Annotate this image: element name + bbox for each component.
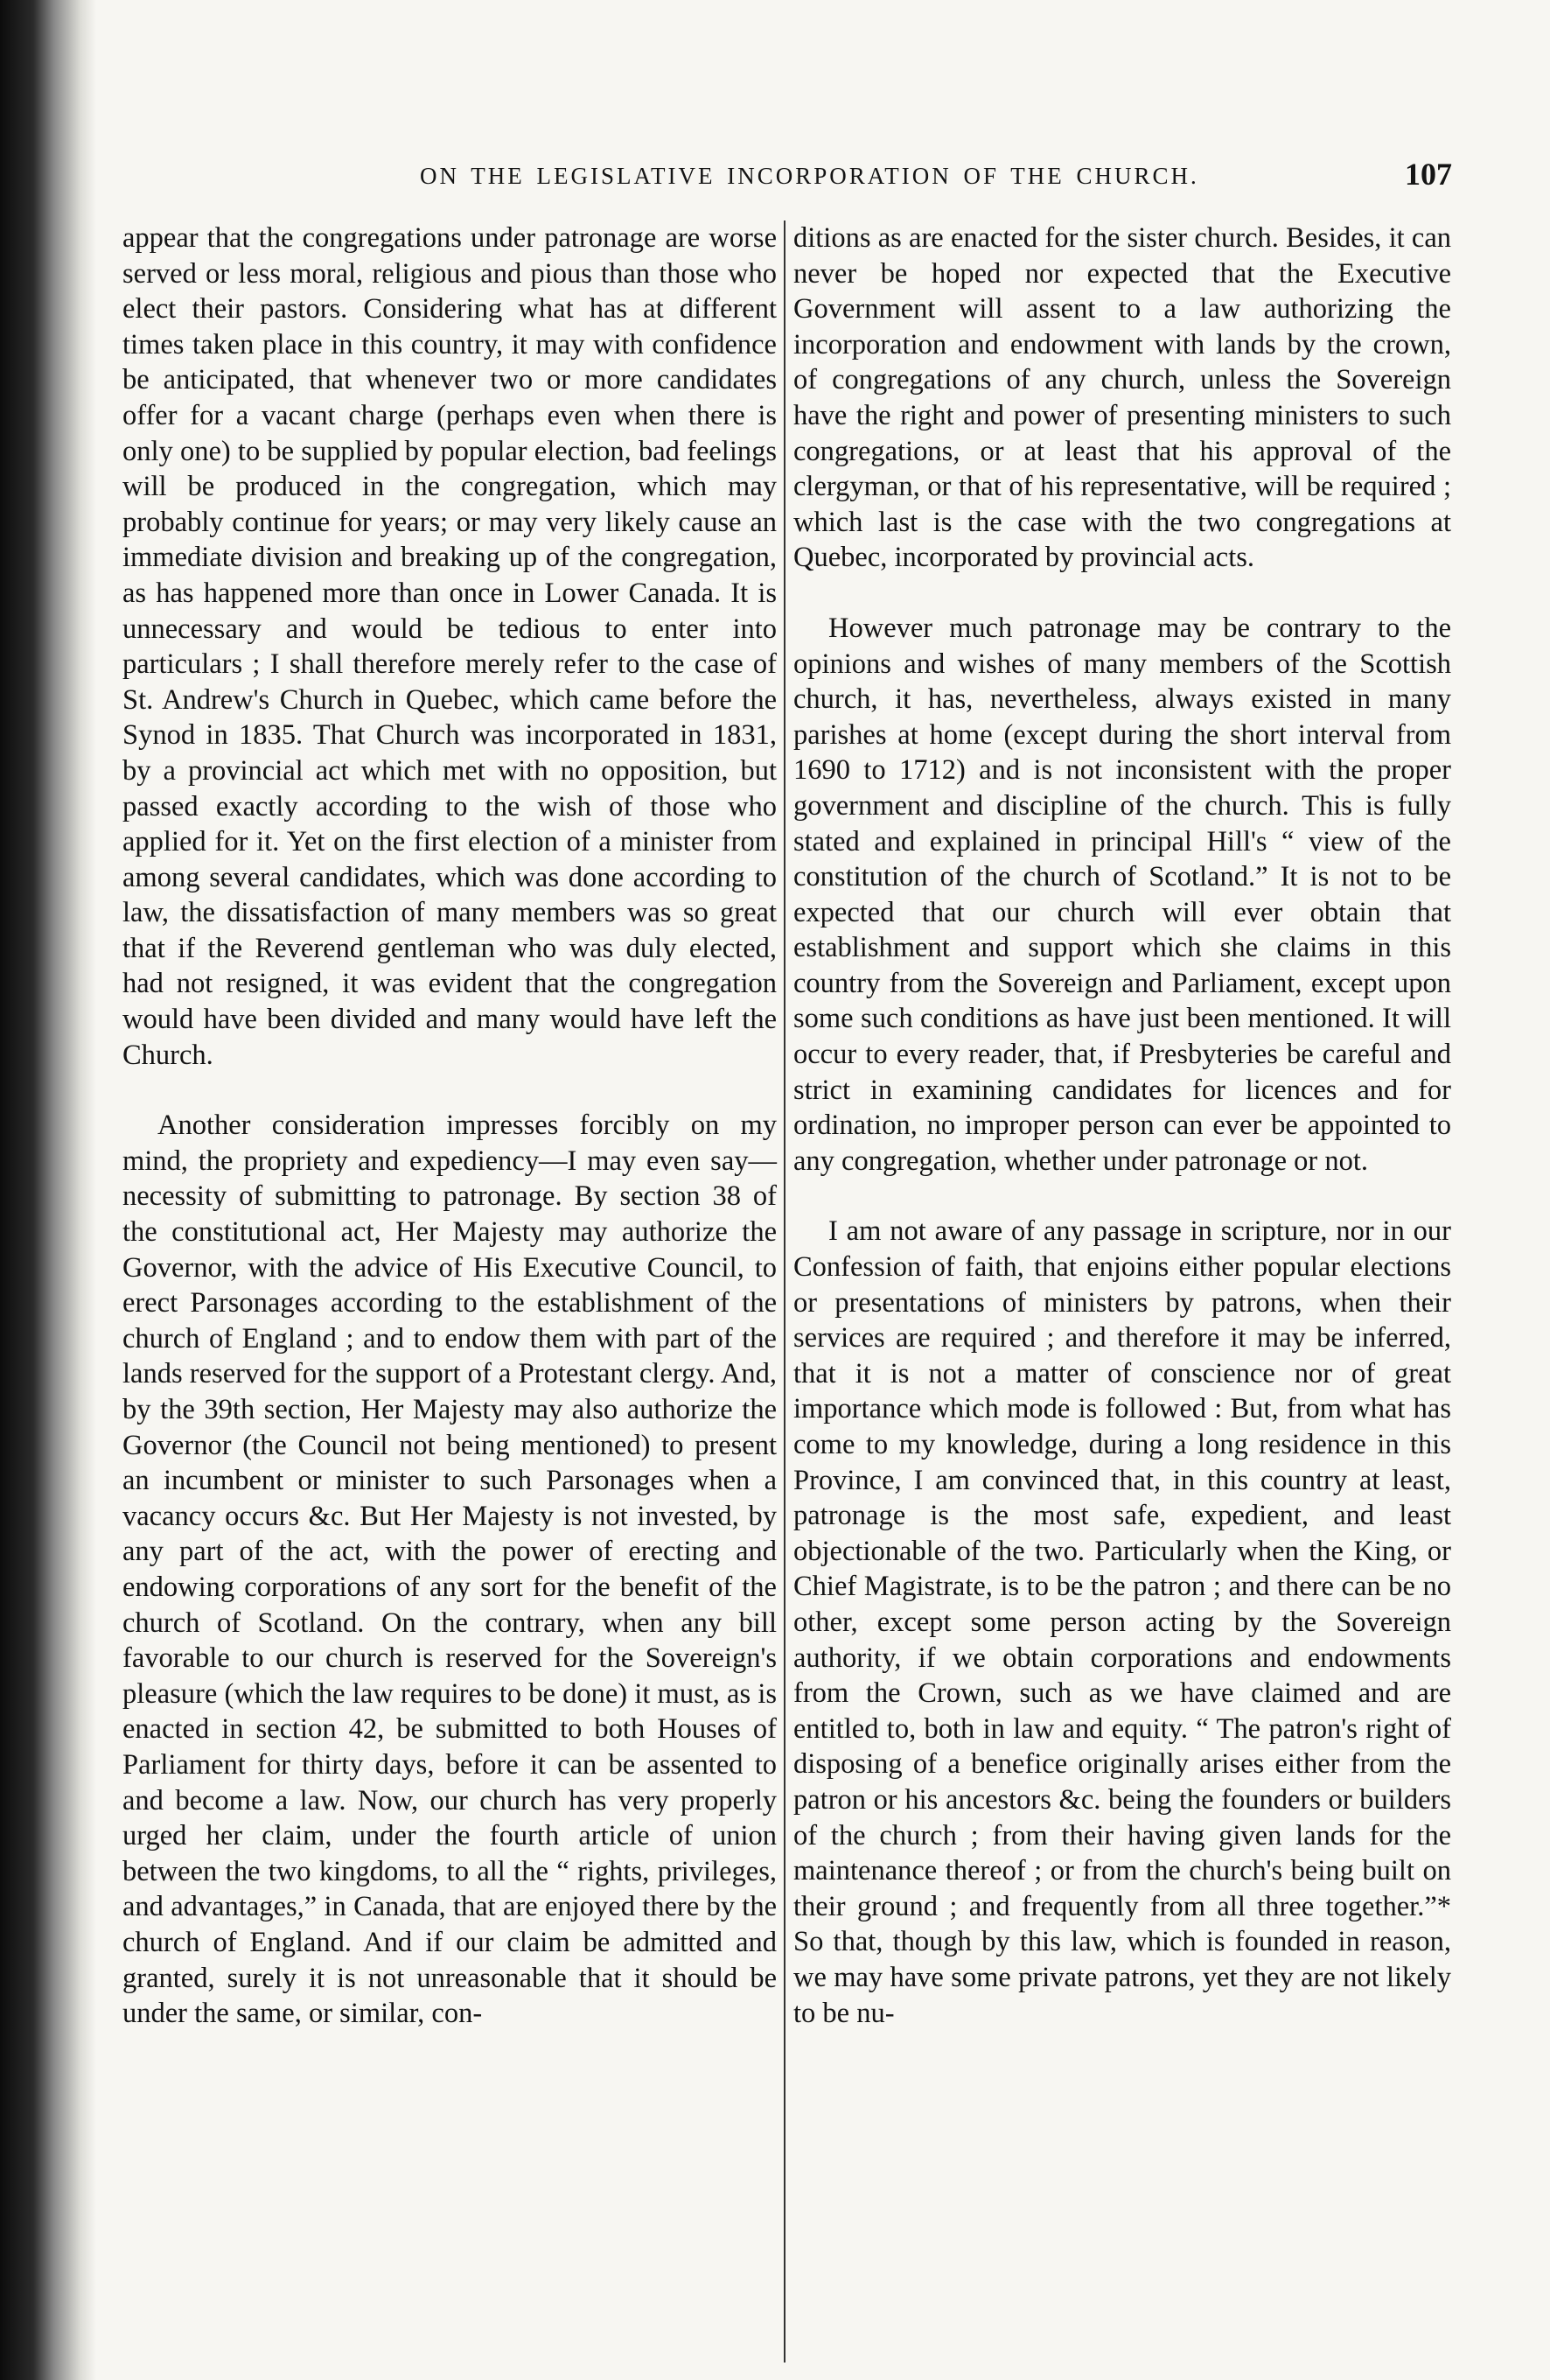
paragraph: However much patronage may be contrary to the opinions and wishes of many members of the Scottish church, it has, nevertheless, always existed in many parishes at home (except during the short interval from 1690 to 1712) and is not inconsistent with the proper government and discipline of the church. This is fully stated and explained in principal Hill's “ view of the constitution of the church of Scotland.” It is not to be expected that our church will ever obtain that establishment and support which she claims in this country from the Sovereign and Parliament, except upon some such conditions as have just been mentioned. It will occur to every reader, that, if Presbyteries be careful and strict in examining candidates for licences and for ordination, no improper person can ever be appointed to any congregation, whether under patronage or not. xyxy=(793,612,1451,1177)
running-title: ON THE LEGISLATIVE INCORPORATION OF THE CHURCH. xyxy=(420,163,1199,189)
left-column xyxy=(122,220,777,2032)
right-column xyxy=(793,220,1451,2031)
book-binding-edge xyxy=(0,0,96,2380)
page-number: 107 xyxy=(1405,157,1452,192)
column-divider xyxy=(784,220,785,2362)
paragraph: ditions as are enacted for the sister church. Besides, it can never be hoped nor expected that the Executive Government will assent to a law authorizing the incorporation and endowment with lands by the crown, of congregations of any church, unless the Sovereign have the right and power of presenting ministers to such congregations, or at least that his approval of the clergyman, or that of his representative, will be required ; which last is the case with the two congregations at Quebec, incorporated by provincial acts. xyxy=(793,222,1451,574)
page-header xyxy=(420,156,1452,200)
paragraph: Another consideration impresses forcibly on my mind, the propriety and expediency—I may even say—necessity of submitting to patronage. By section 38 of the constitutional act, Her Majesty may authorize the Governor, with the advice of His Executive Council, to erect Parsonages according to the establishment of the church of England ; and to endow them with part of the lands reserved for the support of a Protestant clergy. And, by the 39th section, Her Majesty may also authorize the Governor (the Council not being mentioned) to present an incumbent or minister to such Parsonages when a vacancy occurs &c. But Her Majesty is not invested, by any part of the act, with the power of erecting and endowing corporations of any sort for the benefit of the church of Scotland. On the contrary, when any bill favorable to our church is reserved for the Sovereign's pleasure (which the law requires to be done) it must, as is enacted in section 42, be submitted to both Houses of Parliament for thirty days, before it can be assented to and become a law. Now, our church has very properly urged her claim, under the fourth article of union between the two kingdoms, to all the “ rights, privileges, and advantages,” in Canada, that are enjoyed there by the church of England. And if our claim be admitted and granted, surely it is not unreasonable that it should be under the same, or similar, con- xyxy=(122,1110,777,2030)
paragraph: appear that the congregations under patronage are worse served or less moral, religious and pious than those who elect their pastors. Considering what has at different times taken place in this country, it may with confidence be anticipated, that whenever two or more candidates offer for a vacant charge (perhaps even when there is only one) to be supplied by popular election, bad feelings will be produced in the congregation, which may probably continue for years; or may very likely cause an immediate division and breaking up of the congregation, as has happened more than once in Lower Canada. It is unnecessary and would be tedious to enter into particulars ; I shall therefore merely refer to the case of St. Andrew's Church in Quebec, which came before the Synod in 1835. That Church was incorporated in 1831, by a provincial act which met with no opposition, but passed exactly according to the wish of those who applied for it. Yet on the first election of a minister from among several candidates, which was done according to law, the dissatisfaction of many members was so great that if the Reverend gentleman who was duly elected, had not resigned, it was evident that the congregation would have been divided and many would have left the Church. xyxy=(122,222,777,1071)
paragraph: I am not aware of any passage in scripture, nor in our Confession of faith, that enjoins either popular elections or presentations of ministers by patrons, when their services are required ; and therefore it may be inferred, that it is not a matter of conscience nor of great importance which mode is followed : But, from what has come to my knowledge, during a long residence in this Province, I am convinced that, in this country at least, patronage is the most safe, expedient, and least objectionable of the two. Particularly when the King, or Chief Magistrate, is to be the patron ; and there can be no other, except some person acting by the Sovereign authority, if we obtain corporations and endowments from the Crown, such as we have claimed and are entitled to, both in law and equity. “ The patron's right of disposing of a benefice originally arises either from the patron or his ancestors &c. being the founders or builders of the church ; from their having given lands for the maintenance thereof ; or from the church's being built on their ground ; and frequently from all three together.”* So that, though by this law, which is founded in reason, we may have some private patrons, yet they are not likely to be nu- xyxy=(793,1215,1451,2029)
